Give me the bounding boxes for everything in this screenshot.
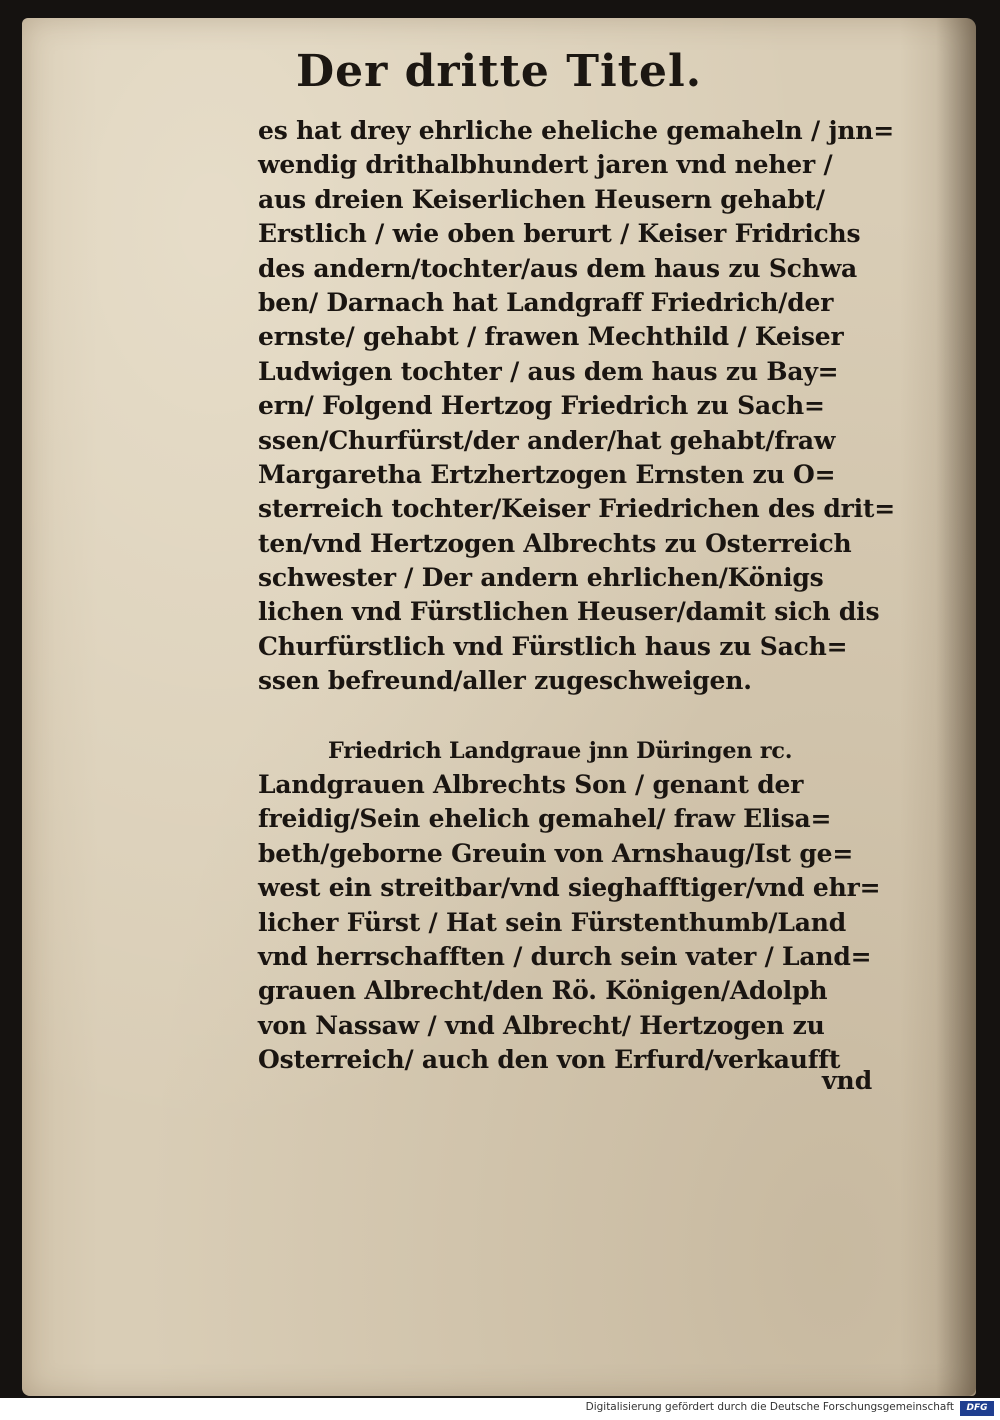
funding-credit: Digitalisierung gefördert durch die Deutsche Forschungsgemeinschaft: [585, 1401, 954, 1413]
paragraph-1: [258, 114, 898, 699]
text-line: lichen vnd Fürstlichen Heuser/damit sich dis: [258, 597, 880, 627]
text-line: Friedrich Landgraue jnn Düringen rc.: [328, 737, 793, 764]
text-line: vnd herrschafften / durch sein vater / Land=: [258, 941, 872, 971]
catchword: vnd: [822, 1066, 873, 1095]
text-line: Erstlich / wie oben berurt / Keiser Fridrichs: [258, 219, 861, 249]
book-page: [22, 18, 976, 1396]
paragraph-gap: [258, 699, 898, 734]
text-line: west ein streitbar/vnd sieghafftiger/vnd ehr=: [258, 873, 881, 903]
body-text: [258, 114, 898, 1078]
footer-bar: [0, 1398, 1000, 1420]
text-line: ern/ Folgend Hertzog Friedrich zu Sach=: [258, 391, 825, 421]
dfg-logo-icon: DFG: [960, 1401, 994, 1416]
running-head: Der dritte Titel.: [295, 46, 703, 97]
text-line: Churfürstlich vnd Fürstlich haus zu Sach=: [258, 631, 848, 661]
text-line: beth/geborne Greuin von Arnshaug/Ist ge=: [258, 838, 854, 868]
text-line: Margaretha Ertzhertzogen Ernsten zu O=: [258, 459, 836, 489]
text-line: schwester / Der andern ehrlichen/Königs: [258, 563, 824, 593]
text-line: es hat drey ehrliche eheliche gemaheln / jnn=: [258, 116, 895, 145]
text-line: licher Fürst / Hat sein Fürstenthumb/Land: [258, 907, 846, 937]
paragraph-2: [258, 734, 898, 1078]
text-line: ten/vnd Hertzogen Albrechts zu Osterreich: [258, 528, 852, 558]
text-line: ernste/ gehabt / frawen Mechthild / Keiser: [258, 322, 844, 352]
text-line: sterreich tochter/Keiser Friedrichen des drit=: [258, 494, 896, 524]
text-line: aus dreien Keiserlichen Heusern gehabt/: [258, 184, 825, 214]
text-line: Landgrauen Albrechts Son / genant der: [258, 770, 804, 800]
gutter-shadow: [936, 18, 976, 1396]
text-line: ssen befreund/aller zugeschweigen.: [258, 666, 752, 696]
text-line: ben/ Darnach hat Landgraff Friedrich/der: [258, 287, 834, 317]
text-line: von Nassaw / vnd Albrecht/ Hertzogen zu: [258, 1010, 825, 1040]
text-line: des andern/tochter/aus dem haus zu Schwa: [258, 253, 858, 283]
text-line: wendig drithalbhundert jaren vnd neher /: [258, 150, 833, 180]
text-line: Ludwigen tochter / aus dem haus zu Bay=: [258, 356, 839, 386]
text-line: ssen/Churfürst/der ander/hat gehabt/fraw: [258, 425, 836, 455]
text-line: freidig/Sein ehelich gemahel/ fraw Elisa=: [258, 804, 832, 834]
text-line: Osterreich/ auch den von Erfurd/verkaufft: [258, 1045, 841, 1075]
text-line: grauen Albrecht/den Rö. Königen/Adolph: [258, 976, 828, 1006]
